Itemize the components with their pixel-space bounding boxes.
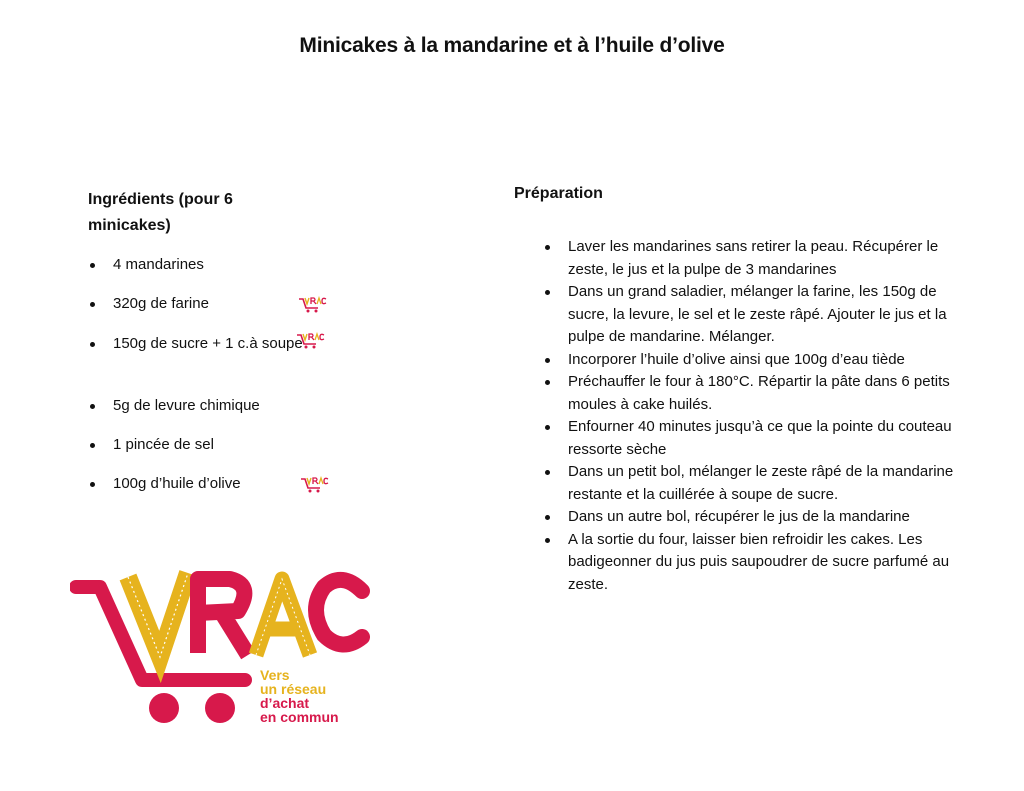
vrac-mini-logo-icon [296,332,326,350]
preparation-step: Dans un grand saladier, mélanger la farine, les 150g de sucre, la levure, le sel et le zeste râpé. Ajouter le jus et la pulpe de mandarine. Mélanger. [542,281,972,349]
logo-tagline-line: Vers [260,667,290,683]
preparation-step: Enfourner 40 minutes jusqu’à ce que la pointe du couteau ressorte sèche [542,416,972,461]
ingredient-item: 4 mandarines [88,254,338,276]
ingredient-item: 1 pincée de sel [88,434,338,456]
vrac-logo [70,565,370,730]
ingredient-item: 320g de farine [88,293,338,315]
logo-tagline-line: un réseau [260,681,327,697]
preparation-step: Dans un autre bol, récupérer le jus de la mandarine [542,506,972,529]
preparation-step: Incorporer l’huile d’olive ainsi que 100g d’eau tiède [542,349,972,372]
recipe-title: Minicakes à la mandarine et à l’huile d’olive [299,34,725,57]
preparation-heading: Préparation [514,185,603,202]
preparation-step: A la sortie du four, laisser bien refroidir les cakes. Les badigeonner du jus puis saupoudrer de sucre parfumé au zeste. [542,529,972,597]
ingredient-item: 5g de levure chimique [88,395,338,417]
preparation-steps-list [542,236,972,596]
preparation-step: Préchauffer le four à 180°C. Répartir la pâte dans 6 petits moules à cake huilés. [542,371,972,416]
logo-tagline-line: d’achat [260,695,310,711]
preparation-step: Dans un petit bol, mélanger le zeste râpé de la mandarine restante et la cuillérée à soupe de sucre. [542,461,972,506]
ingredients-heading: Ingrédients (pour 6 minicakes) [88,191,233,234]
vrac-mini-logo-icon [298,296,328,314]
ingredient-item: 150g de sucre + 1 c.à soupe [88,333,338,355]
logo-tagline-line: en commun [260,709,339,725]
preparation-step: Laver les mandarines sans retirer la peau. Récupérer le zeste, le jus et la pulpe de 3 mandarines [542,236,972,281]
ingredient-item: 100g d’huile d’olive [88,473,338,495]
vrac-logo-graphic [70,565,370,730]
vrac-mini-logo-icon [300,476,330,494]
